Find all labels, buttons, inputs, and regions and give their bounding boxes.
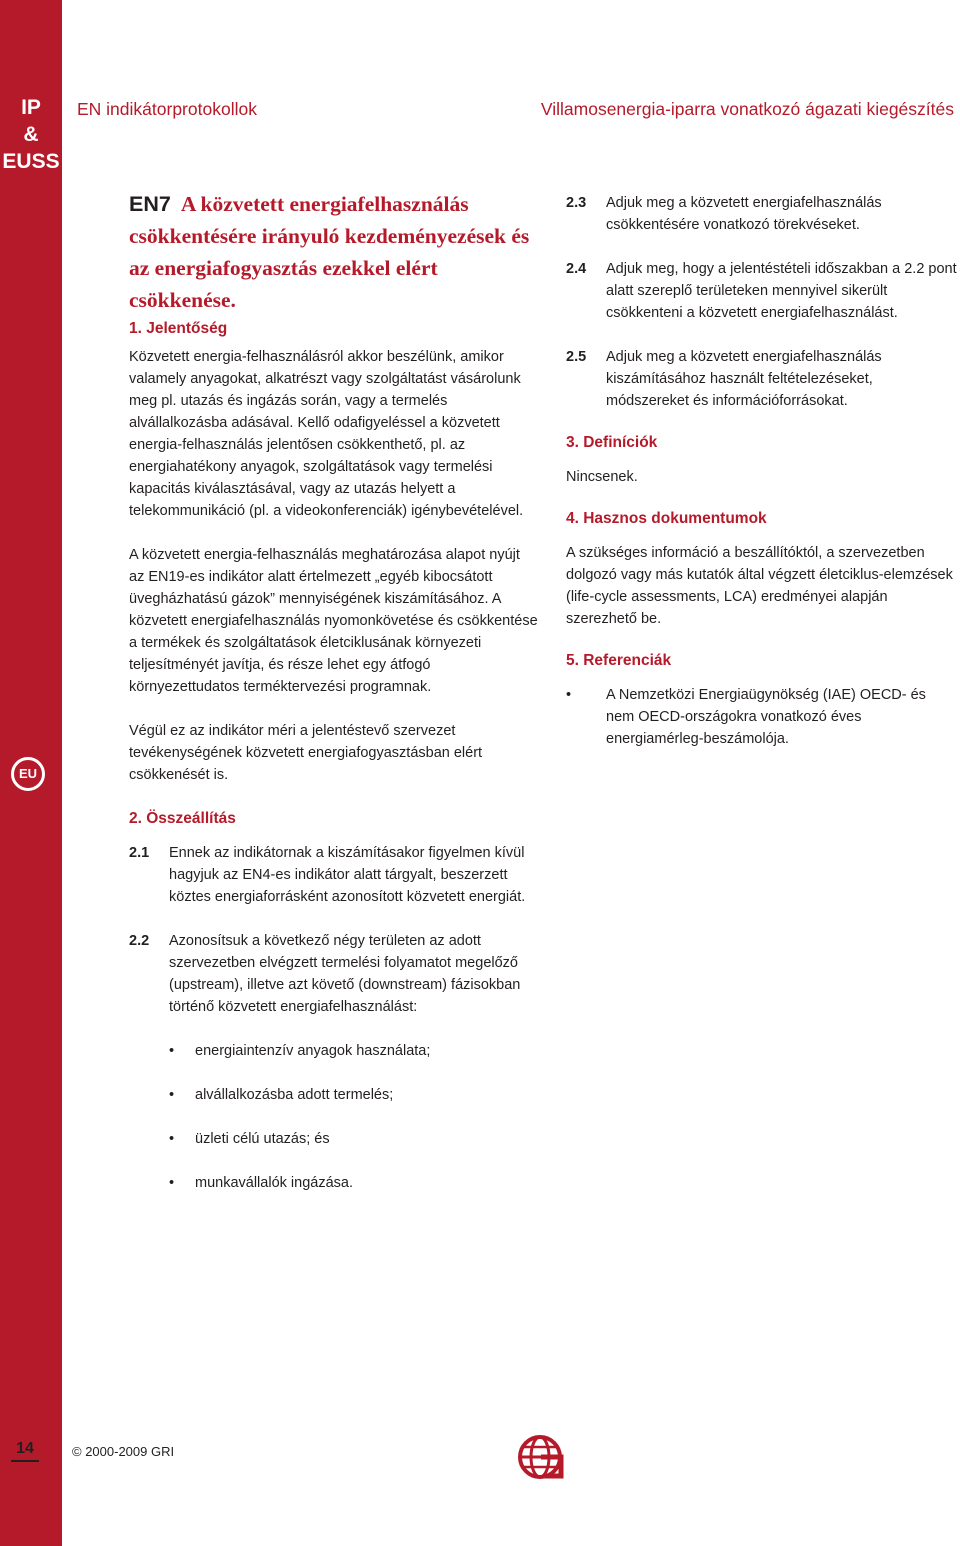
reference-list xyxy=(566,684,958,750)
bullet-icon: • xyxy=(169,1087,175,1103)
copyright-text: © 2000-2009 GRI xyxy=(72,1444,175,1459)
list-item xyxy=(169,1040,539,1062)
indicator-code: EN7 xyxy=(129,192,171,216)
item-number: 2.1 xyxy=(129,845,150,861)
indicator-title: A közvetett energiafelhasználás csökkentésére irányuló kezdeményezések és az energiafogyasztás ezekkel elért csökkenése. xyxy=(129,192,530,312)
item-number: 2.4 xyxy=(566,261,587,277)
item-text: Adjuk meg a közvetett energiafelhasználás csökkentésére vonatkozó törekvéseket. xyxy=(606,195,882,233)
compilation-item-2-4 xyxy=(566,258,958,324)
header-left-title: EN indikátorprotokollok xyxy=(77,99,257,119)
list-item xyxy=(566,684,958,750)
compilation-item-2-2 xyxy=(129,930,539,1018)
section-heading-definitions: 3. Definíciók xyxy=(566,434,658,451)
documents-text: A szükséges információ a beszállítóktól, a szervezetben dolgozó vagy más kutatók által végzett életciklus-elemzések (life-cycle assessments, LCA) eredményei alapján szerezhető be. xyxy=(566,545,953,627)
compilation-item-2-3 xyxy=(566,192,958,236)
relevance-paragraph-3: Végül ez az indikátor méri a jelentéstevő szervezet tevékenységének közvetett energiafogyasztásban elért csökkenését is. xyxy=(129,723,483,783)
area-list xyxy=(169,1040,539,1194)
list-item xyxy=(169,1084,539,1106)
right-column xyxy=(566,192,958,750)
header-right-title: Villamosenergia-iparra vonatkozó ágazati kiegészítés xyxy=(540,99,954,119)
section-heading-documents: 4. Hasznos dokumentumok xyxy=(566,510,767,527)
sidebar-code-line1: IP xyxy=(21,96,41,119)
item-text: Azonosítsuk a következő négy területen az adott szervezetben elvégzett termelési folyamatot megelőző (upstream), illetve azt követő (downstream) fázisokban történő közvetett energiafelhasználást: xyxy=(169,933,521,1015)
section-heading-relevance: 1. Jelentőség xyxy=(129,320,228,337)
definitions-text: Nincsenek. xyxy=(566,469,638,485)
relevance-paragraph-1: Közvetett energia-felhasználásról akkor beszélünk, amikor valamely anyagokat, alkatrészt vagy szolgáltatást vásárolunk meg pl. utazás és ingázás során, vagy a termelés alvállalkozásba adásával. Kellő odafigyeléssel a közvetett energia-felhasználás jelentősen csökkenthető, pl. az energiahatékony anyagok, szolgáltatások vagy termelési kapacitás kiválasztásával, vagy az utazás helyett a telekommunikáció (pl. a videokonferenciák) igénybevételével. xyxy=(129,349,524,519)
sidebar-code-line2: & xyxy=(23,123,39,146)
bullet-icon: • xyxy=(169,1175,175,1191)
sidebar xyxy=(0,0,62,1546)
section-heading-references: 5. Referenciák xyxy=(566,652,672,669)
bullet-icon: • xyxy=(566,687,572,703)
list-item-text: alvállalkozásba adott termelés; xyxy=(195,1087,394,1103)
item-number: 2.5 xyxy=(566,349,587,365)
bullet-icon: • xyxy=(169,1131,175,1147)
gri-globe-logo xyxy=(515,1432,565,1482)
item-number: 2.3 xyxy=(566,195,587,211)
list-item-text: munkavállalók ingázása. xyxy=(195,1175,353,1191)
item-text: Adjuk meg, hogy a jelentéstételi időszakban a 2.2 pont alatt szereplő területeken mennyivel sikerült csökkenteni a közvetett energiafelhasználást. xyxy=(606,261,957,321)
list-item xyxy=(169,1128,539,1150)
relevance-paragraph-2: A közvetett energia-felhasználás meghatározása alapot nyújt az EN19-es indikátor alatt értelmezett „egyéb kibocsátott üvegházhatású gázok” mennyiségének kiszámításához. A közvetett energiafelhasználás nyomonkövetése és csökkentése a termékek és szolgáltatások életciklusának környezeti teljesítményét javítja, és része lehet egy átfogó környezettudatos terméktervezési programnak. xyxy=(129,547,538,695)
eu-circle-icon: EU xyxy=(11,757,45,791)
list-item-text: A Nemzetközi Energiaügynökség (IAE) OECD- és nem OECD-országokra vonatkozó éves energiamérleg-beszámolója. xyxy=(606,687,926,747)
item-text: Adjuk meg a közvetett energiafelhasználás kiszámításához használt feltételezéseket, módszereket és információforrásokat. xyxy=(606,349,882,409)
section-heading-compilation: 2. Összeállítás xyxy=(129,810,236,827)
list-item-text: energiaintenzív anyagok használata; xyxy=(195,1043,431,1059)
bullet-icon: • xyxy=(169,1043,175,1059)
item-number: 2.2 xyxy=(129,933,150,949)
compilation-item-2-5 xyxy=(566,346,958,412)
list-item xyxy=(169,1172,539,1194)
sidebar-code xyxy=(0,94,62,175)
left-column xyxy=(129,188,539,1194)
list-item-text: üzleti célú utazás; és xyxy=(195,1131,330,1147)
page-number: 14 xyxy=(11,1440,39,1462)
page-title xyxy=(129,188,539,316)
sidebar-code-line3: EUSS xyxy=(2,150,60,173)
compilation-item-2-1 xyxy=(129,842,539,908)
item-text: Ennek az indikátornak a kiszámításakor figyelmen kívül hagyjuk az EN4-es indikátor alatt tárgyalt, beszerzett köztes energiaforrásként azonosított közvetett energiát. xyxy=(169,845,526,905)
